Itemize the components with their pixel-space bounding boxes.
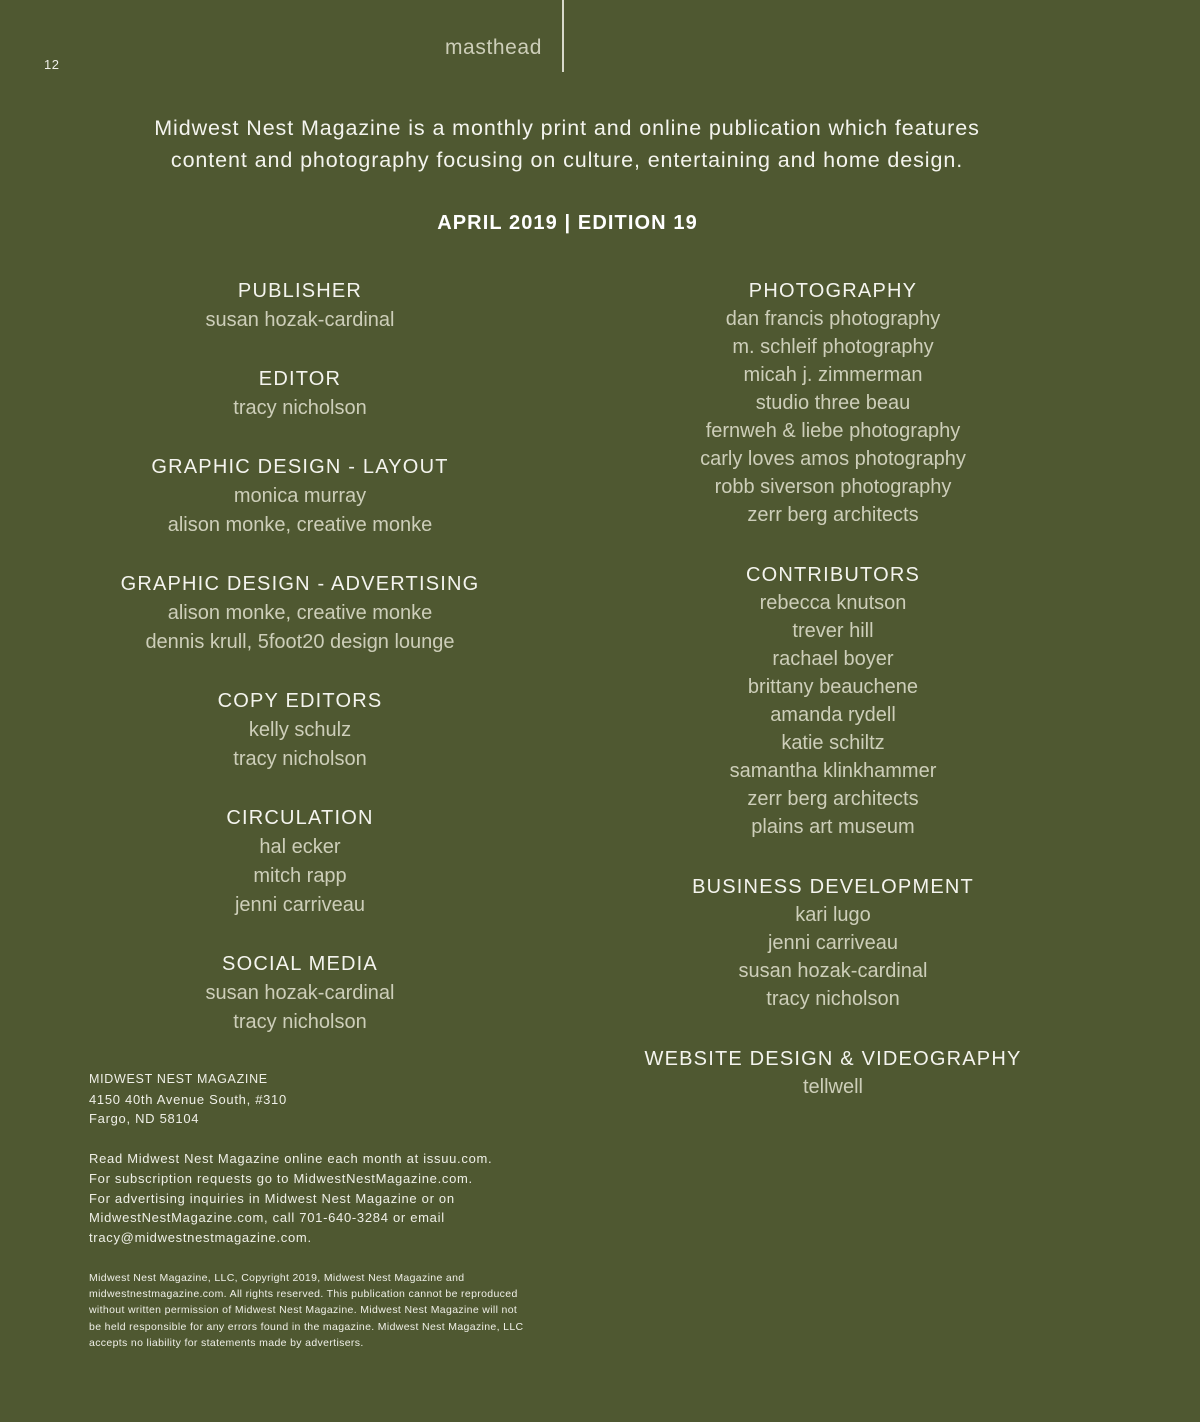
info-line: tracy@midwestnestmagazine.com. — [89, 1229, 312, 1245]
legal-notice — [89, 1270, 559, 1351]
business-development-name: kari lugo — [795, 904, 871, 926]
publisher-section — [60, 277, 540, 335]
intro-line: Midwest Nest Magazine is a monthly print and online publication which features — [154, 116, 980, 140]
contributor-name: rebecca knutson — [759, 592, 907, 614]
contributor-name: amanda rydell — [770, 704, 896, 726]
website-videography-section — [593, 1045, 1073, 1101]
circulation-section — [60, 804, 540, 920]
photography-name: studio three beau — [755, 392, 911, 414]
social-media-name: tracy nicholson — [233, 1011, 367, 1033]
social-media-heading: SOCIAL MEDIA — [222, 953, 378, 975]
publisher-name: susan hozak-cardinal — [205, 309, 395, 331]
photography-name: m. schleif photography — [732, 336, 934, 358]
design-layout-name: alison monke, creative monke — [167, 514, 433, 536]
editor-heading: EDITOR — [258, 368, 342, 390]
copy-editors-section — [60, 687, 540, 774]
circulation-name: jenni carriveau — [234, 894, 366, 916]
contributors-section — [593, 561, 1073, 841]
info-line: MidwestNestMagazine.com, call 701-640-3284 or email — [89, 1210, 445, 1226]
contributor-name: katie schiltz — [781, 732, 885, 754]
info-line: For advertising inquiries in Midwest Nest Magazine or on — [89, 1190, 455, 1206]
copy-editors-heading: COPY EDITORS — [217, 690, 383, 712]
website-videography-name: tellwell — [802, 1076, 864, 1098]
circulation-name: mitch rapp — [253, 865, 347, 887]
design-advertising-section — [60, 570, 540, 657]
photography-name: robb siverson photography — [714, 476, 952, 498]
design-advertising-heading: GRAPHIC DESIGN - ADVERTISING — [120, 573, 480, 595]
copy-editor-name: kelly schulz — [248, 719, 352, 741]
contributor-name: brittany beauchene — [747, 676, 919, 698]
social-media-section — [60, 950, 540, 1037]
legal-line: Midwest Nest Magazine, LLC, Copyright 2019, Midwest Nest Magazine and — [89, 1271, 465, 1284]
subscription-info — [89, 1149, 559, 1248]
design-layout-heading: GRAPHIC DESIGN - LAYOUT — [151, 456, 449, 478]
contributor-name: rachael boyer — [772, 648, 894, 670]
copy-editor-name: tracy nicholson — [233, 748, 367, 770]
website-videography-heading: WEBSITE DESIGN & VIDEOGRAPHY — [644, 1048, 1022, 1070]
legal-line: accepts no liability for statements made by advertisers. — [89, 1336, 364, 1349]
intro-line: content and photography focusing on culture, entertaining and home design. — [170, 148, 964, 172]
header-divider — [562, 0, 564, 72]
credits-left-column — [60, 277, 540, 1067]
publisher-heading: PUBLISHER — [237, 280, 363, 302]
photography-name: fernweh & liebe photography — [705, 420, 961, 442]
address-line: 4150 40th Avenue South, #310 — [89, 1091, 287, 1107]
business-development-name: susan hozak-cardinal — [738, 960, 928, 982]
business-development-section — [593, 873, 1073, 1013]
editor-name: tracy nicholson — [233, 397, 367, 419]
business-development-name: tracy nicholson — [766, 988, 900, 1010]
photography-section — [593, 277, 1073, 529]
photography-name: micah j. zimmerman — [743, 364, 923, 386]
social-media-name: susan hozak-cardinal — [205, 982, 395, 1004]
contributor-name: trever hill — [792, 620, 874, 642]
legal-line: without written permission of Midwest Nest Magazine. Midwest Nest Magazine will not — [89, 1304, 518, 1317]
design-advertising-name: alison monke, creative monke — [167, 602, 433, 624]
photography-name: carly loves amos photography — [700, 448, 966, 470]
company-name: MIDWEST NEST MAGAZINE — [89, 1072, 268, 1086]
business-development-heading: BUSINESS DEVELOPMENT — [692, 876, 974, 898]
page-number: 12 — [44, 57, 60, 72]
design-layout-name: monica murray — [233, 485, 367, 507]
contributors-heading: CONTRIBUTORS — [745, 564, 921, 586]
contributor-name: plains art museum — [751, 816, 915, 838]
photography-heading: PHOTOGRAPHY — [748, 280, 918, 302]
info-line: Read Midwest Nest Magazine online each month at issuu.com. — [89, 1151, 493, 1167]
contact-footer — [89, 1070, 559, 1351]
edition-title: APRIL 2019 | EDITION 19 — [437, 212, 698, 234]
intro-paragraph — [0, 112, 1134, 176]
credits-right-column — [593, 277, 1073, 1133]
info-line: For subscription requests go to MidwestNestMagazine.com. — [89, 1170, 473, 1186]
legal-line: midwestnestmagazine.com. All rights reserved. This publication cannot be reproduced — [89, 1287, 518, 1300]
legal-line: be held responsible for any errors found in the magazine. Midwest Nest Magazine, LLC — [89, 1320, 524, 1333]
photography-name: zerr berg architects — [747, 504, 919, 526]
contributor-name: zerr berg architects — [747, 788, 919, 810]
photography-name: dan francis photography — [725, 308, 941, 330]
circulation-heading: CIRCULATION — [226, 807, 374, 829]
contributor-name: samantha klinkhammer — [729, 760, 937, 782]
design-advertising-name: dennis krull, 5foot20 design lounge — [145, 631, 455, 653]
address-line: Fargo, ND 58104 — [89, 1111, 200, 1127]
circulation-name: hal ecker — [259, 836, 341, 858]
section-label: masthead — [444, 36, 542, 59]
editor-section — [60, 365, 540, 423]
mailing-address — [89, 1070, 559, 1129]
business-development-name: jenni carriveau — [767, 932, 899, 954]
design-layout-section — [60, 453, 540, 540]
